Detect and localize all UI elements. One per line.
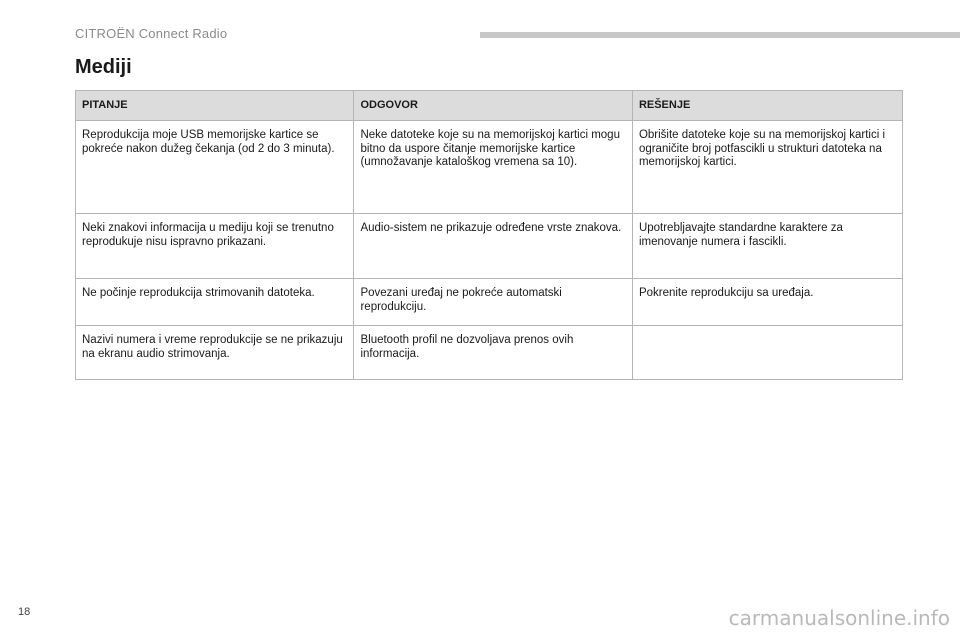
manual-title: CITROËN Connect Radio [75, 26, 228, 41]
answer-cell: Povezani uređaj ne pokreće automatski reprodukciju. [354, 279, 632, 326]
question-cell: Neki znakovi informacija u mediju koji se trenutno reprodukuje nisu ispravno prikazani. [76, 214, 354, 279]
solution-cell: Pokrenite reprodukciju sa uređaja. [632, 279, 902, 326]
column-header-question: PITANJE [76, 91, 354, 121]
answer-cell: Neke datoteke koje su na memorijskoj kartici mogu bitno da uspore čitanje memorijske kartice (umnožavanje kataloškog vremena sa 10). [354, 121, 632, 214]
solution-cell: Upotrebljavajte standardne karaktere za imenovanje numera i fascikli. [632, 214, 902, 279]
answer-cell: Bluetooth profil ne dozvoljava prenos ovih informacija. [354, 326, 632, 380]
solution-cell [632, 326, 902, 380]
question-cell: Reprodukcija moje USB memorijske kartice se pokreće nakon dužeg čekanja (od 2 do 3 minuta). [76, 121, 354, 214]
header-bar [480, 32, 960, 38]
column-header-solution: REŠENJE [632, 91, 902, 121]
faq-table [75, 90, 903, 380]
table-row [76, 279, 903, 326]
table-row [76, 214, 903, 279]
section-title: Mediji [75, 56, 132, 78]
answer-cell: Audio-sistem ne prikazuje određene vrste znakova. [354, 214, 632, 279]
watermark: carmanualsonline.info [728, 606, 950, 630]
question-cell: Nazivi numera i vreme reprodukcije se ne prikazuju na ekranu audio strimovanja. [76, 326, 354, 380]
table-header-row [76, 91, 903, 121]
page-number: 18 [18, 606, 31, 618]
column-header-answer: ODGOVOR [354, 91, 632, 121]
table-row [76, 121, 903, 214]
solution-cell: Obrišite datoteke koje su na memorijskoj kartici i ograničite broj potfascikli u strukturi datoteka na memorijskoj kartici. [632, 121, 902, 214]
table-row [76, 326, 903, 380]
question-cell: Ne počinje reprodukcija strimovanih datoteka. [76, 279, 354, 326]
